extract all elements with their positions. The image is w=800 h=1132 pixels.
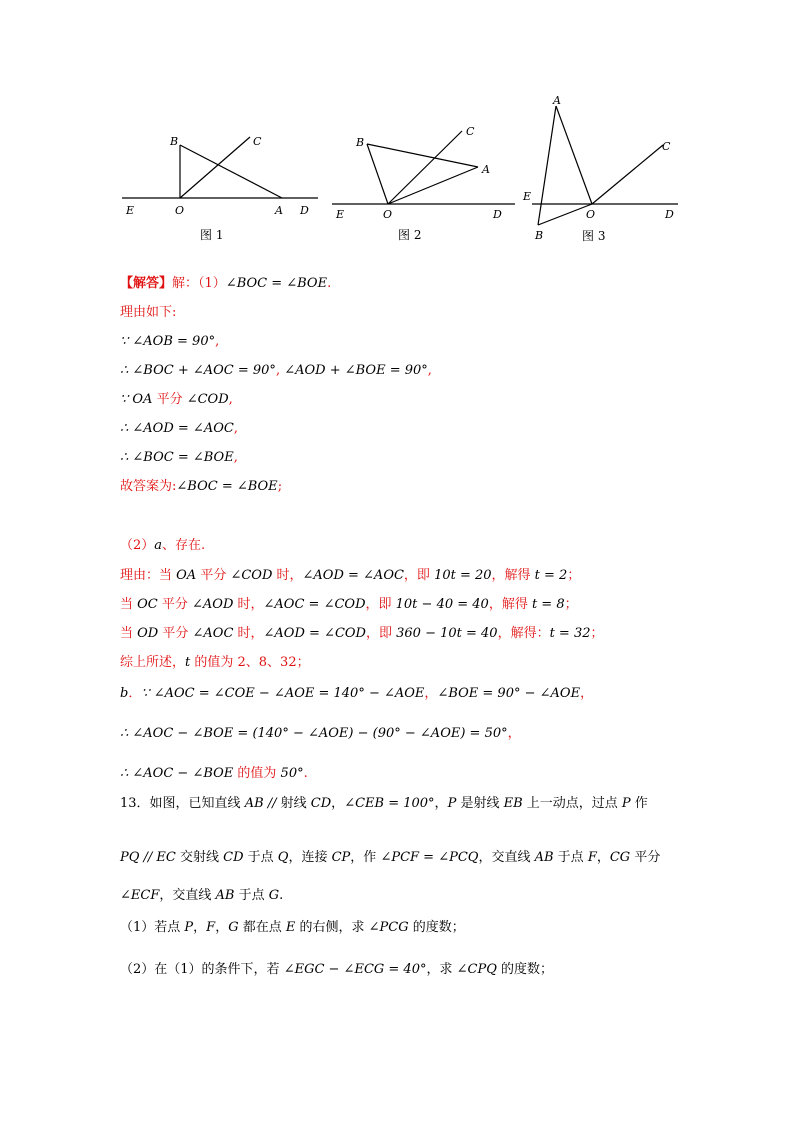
q13-ab: AB — [534, 850, 554, 865]
case-2-f: ∠AOC = ∠COD — [263, 597, 366, 612]
q13-sep2: ， — [434, 796, 448, 811]
step-3-end: , — [228, 392, 233, 407]
q13-angle-eq: ∠PCF = ∠PCQ — [380, 850, 479, 865]
q13-sub2-angle: ∠CPQ — [456, 962, 497, 977]
q13-sub1-e: E — [285, 920, 296, 935]
q13-sub1-sep2: ， — [215, 920, 229, 935]
case-1-f: ∠AOD = ∠AOC — [302, 568, 404, 583]
fig1-label-B: B — [170, 135, 179, 148]
q13-angle-ceb: ∠CEB = 100° — [344, 796, 435, 811]
case-1-d: ∠COD — [230, 568, 273, 583]
q13-sub2-degree: 的度数； — [496, 962, 554, 977]
fig2-label-E: E — [336, 208, 345, 221]
q13-moving-point: 上一动点，过点 — [522, 796, 622, 811]
solution-tag: 【解答】 — [120, 276, 173, 291]
fig1-label-O: O — [175, 204, 185, 217]
q13-construct: ，作 — [350, 850, 381, 865]
q13-sub1-a: （1）若点 — [120, 920, 185, 935]
case-3-b: OD — [137, 626, 159, 641]
step-1-math: ∵ ∠AOB = 90° — [120, 334, 216, 349]
q13-sep3: ， — [596, 850, 610, 865]
q13-sub-2 — [120, 962, 553, 978]
figure-3 — [518, 92, 688, 252]
figure-3-drawing — [518, 92, 688, 252]
case-2-d: ∠AOD — [192, 597, 234, 612]
q13-sub1-g: G — [228, 920, 239, 935]
q13-sep1: ， — [331, 796, 345, 811]
case-2-j: t = 8 — [531, 597, 565, 612]
part-b-result-value: 50° — [280, 766, 304, 781]
q13-ab-parallel: AB // — [244, 796, 281, 811]
q13-eb: EB — [503, 796, 523, 811]
step-4 — [120, 421, 238, 437]
q13-p: P — [447, 796, 457, 811]
fig3-label-E: E — [523, 190, 532, 203]
case-1-c: 平分 — [196, 568, 231, 583]
case-3 — [120, 626, 604, 642]
figure-1-drawing — [120, 125, 320, 250]
case-2-a: 当 — [120, 597, 138, 612]
part2-a: a — [154, 538, 163, 553]
part-b-label: b — [120, 686, 129, 701]
summary-a: 综上所述， — [120, 655, 186, 670]
part-b-line-1 — [120, 686, 593, 702]
q13-ab2: AB — [215, 888, 235, 903]
q13-intersect: 交射线 — [175, 850, 224, 865]
fig1-label-A: A — [275, 204, 283, 217]
reason-text: 理由如下: — [120, 305, 177, 320]
fig1-label-D: D — [300, 204, 309, 217]
fig2-label-D: D — [493, 208, 502, 221]
case-2-i: ，解得 — [488, 597, 532, 612]
step-2-math2: ∠AOD + ∠BOE = 90° — [284, 363, 428, 378]
case-2-k: ； — [564, 597, 578, 612]
case-2-e: 时， — [233, 597, 264, 612]
fig1-label-C: C — [253, 135, 262, 148]
summary-t: t — [185, 655, 191, 670]
fig2-label-A: A — [482, 163, 490, 176]
part-b-sep: ， — [424, 686, 438, 701]
case-3-i: ，解得： — [497, 626, 550, 641]
fig3-caption: 图 3 — [582, 229, 606, 243]
q13-pq-parallel: PQ // EC — [120, 850, 176, 865]
q13-end: . — [279, 888, 284, 903]
case-3-c: 平分 — [158, 626, 193, 641]
q13-sub1-angle: ∠PCG — [368, 920, 409, 935]
case-1-i: ，解得 — [491, 568, 535, 583]
q13-sub2-a: （2）在（1）的条件下，若 — [120, 962, 284, 977]
step-5 — [120, 450, 238, 466]
case-2-b: OC — [137, 597, 158, 612]
q13-line-2 — [120, 850, 660, 866]
fig3-label-D: D — [665, 208, 674, 221]
case-1-g: ，即 — [403, 568, 435, 583]
part-b-eq3: ∴ ∠AOC − ∠BOE = (140° − ∠AOE) − (90° − ∠AOE) = 50° — [120, 726, 508, 741]
solution-part1-label: 解：（1） — [172, 276, 226, 291]
step-4-math: ∴ ∠AOD = ∠AOC — [120, 421, 234, 436]
part-b-eq1: ∵ ∠AOC = ∠COE − ∠AOE = 140° − ∠AOE — [141, 686, 425, 701]
q13-f: F — [587, 850, 597, 865]
part2-label: （2） — [120, 538, 155, 553]
q13-on-ray: 是射线 — [456, 796, 504, 811]
q13-sub-1 — [120, 920, 465, 936]
fig2-label-C: C — [466, 125, 475, 138]
step-3-math2: ∠COD — [186, 392, 229, 407]
case-3-f: ∠AOD = ∠COD — [263, 626, 366, 641]
q13-sub1-all: 都在点 — [238, 920, 286, 935]
fig1-caption: 图 1 — [200, 228, 224, 242]
q13-bisect: 平分 — [630, 850, 661, 865]
case-3-h: 360 − 10t = 40 — [396, 626, 498, 641]
case-2-g: ，即 — [365, 597, 396, 612]
q13-cd: CD — [310, 796, 332, 811]
q13-g: G — [268, 888, 280, 903]
case-3-k: ； — [590, 626, 604, 641]
step-2-end: , — [427, 363, 432, 378]
answer-line — [120, 479, 282, 495]
q13-sub1-right: 的右侧，求 — [295, 920, 369, 935]
fig3-label-A: A — [553, 94, 561, 107]
case-2-h: 10t − 40 = 40 — [395, 597, 489, 612]
q13-sub1-degree: 的度数； — [408, 920, 465, 935]
part-b-dot: ． — [128, 686, 142, 701]
step-5-math: ∴ ∠BOC = ∠BOE — [120, 450, 234, 465]
case-2-c: 平分 — [157, 597, 193, 612]
step-4-end: , — [233, 421, 238, 436]
step-2-sep: , — [275, 363, 281, 378]
case-1-e: 时， — [272, 568, 303, 583]
case-3-g: ，即 — [365, 626, 397, 641]
part-b-result-text: 的值为 — [233, 766, 281, 781]
q13-intro: 13．如图，已知直线 — [120, 796, 245, 811]
part-b-result-math: ∴ ∠AOC − ∠BOE — [120, 766, 234, 781]
figure-2 — [330, 125, 520, 250]
part-b-line-2 — [120, 726, 521, 742]
step-2-math: ∴ ∠BOC + ∠AOC = 90° — [120, 363, 276, 378]
case-3-e: 时， — [233, 626, 264, 641]
q13-at-point3: 于点 — [234, 888, 269, 903]
q13-line-3 — [120, 888, 283, 904]
q13-sub2-eq: ∠EGC − ∠ECG = 40° — [283, 962, 427, 977]
q13-line-1 — [120, 796, 648, 812]
q13-cd2: CD — [223, 850, 244, 865]
part-b-eq3-end: ， — [507, 726, 521, 741]
case-2 — [120, 597, 578, 613]
fig3-label-C: C — [662, 140, 671, 153]
q13-q: Q — [277, 850, 289, 865]
case-1-a: 理由：当 — [120, 568, 177, 583]
part-b-eq2: ∠BOE = 90° − ∠AOE — [437, 686, 581, 701]
q13-angle-ecf: ∠ECF — [120, 888, 160, 903]
part-b-end: ， — [580, 686, 594, 701]
q13-at-point2: 于点 — [553, 850, 588, 865]
answer-math: ∠BOC = ∠BOE — [176, 479, 278, 494]
q13-make: 作 — [630, 796, 648, 811]
case-3-a: 当 — [120, 626, 138, 641]
summary-line — [120, 655, 310, 671]
q13-sub1-f: F — [206, 920, 216, 935]
case-1 — [120, 568, 580, 584]
answer-end: ; — [277, 479, 283, 494]
part-b-result-end: . — [303, 766, 308, 781]
q13-cp: CP — [331, 850, 351, 865]
q13-sub1-sep1: ， — [193, 920, 207, 935]
step-5-end: , — [233, 450, 238, 465]
part2-exists: 、存在. — [162, 538, 206, 553]
figure-2-drawing — [330, 125, 520, 250]
step-1-end: , — [215, 334, 220, 349]
q13-ray: 射线 — [280, 796, 311, 811]
q13-sub1-p: P — [184, 920, 194, 935]
case-1-h: 10t = 20 — [434, 568, 492, 583]
reason-line — [120, 305, 176, 321]
step-3-text: 平分 — [152, 392, 187, 407]
fig2-caption: 图 2 — [398, 228, 422, 242]
solution-claim: ∠BOC = ∠BOE — [225, 276, 328, 291]
solution-claim-end: . — [327, 276, 332, 291]
case-3-d: ∠AOC — [192, 626, 234, 641]
solution-heading — [120, 276, 331, 292]
fig2-label-O: O — [383, 208, 393, 221]
q13-sub2-find: ，求 — [426, 962, 457, 977]
q13-cross-line: ，交直线 — [478, 850, 535, 865]
case-1-j: t = 2 — [534, 568, 568, 583]
q13-connect: ，连接 — [288, 850, 332, 865]
fig3-label-B: B — [535, 229, 544, 242]
step-3-math: ∵ OA — [120, 392, 153, 407]
answer-label: 故答案为: — [120, 479, 177, 494]
fig2-label-B: B — [356, 136, 365, 149]
part-b-line-3 — [120, 766, 308, 782]
summary-c: 的值为 2、8、32； — [190, 655, 310, 670]
part2-heading — [120, 538, 205, 554]
fig3-label-O: O — [586, 208, 596, 221]
case-1-k: ； — [567, 568, 581, 583]
step-1 — [120, 334, 219, 350]
step-2 — [120, 363, 432, 379]
q13-at-point: 于点 — [243, 850, 278, 865]
case-1-b: OA — [176, 568, 197, 583]
q13-p2: P — [621, 796, 631, 811]
fig1-label-E: E — [126, 204, 135, 217]
step-3 — [120, 392, 233, 408]
q13-cross-line2: ，交直线 — [159, 888, 216, 903]
figure-1 — [120, 125, 320, 250]
case-3-j: t = 32 — [549, 626, 591, 641]
q13-cg: CG — [609, 850, 631, 865]
